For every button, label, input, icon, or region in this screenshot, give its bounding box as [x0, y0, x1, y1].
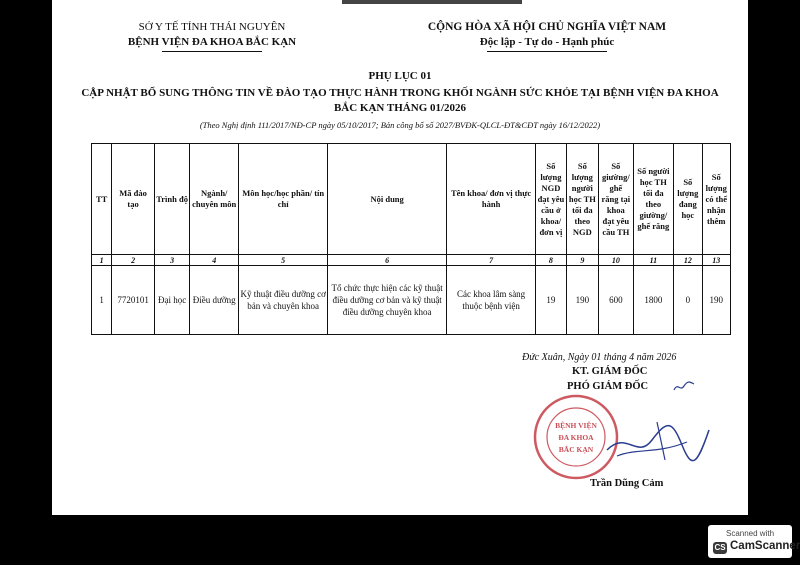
motto: Độc lập - Tự do - Hạnh phúc [479, 36, 615, 48]
col-number: 4 [190, 255, 239, 266]
col-header-subject: Môn học/học phần/ tín chỉ [239, 144, 328, 255]
col-number: 13 [702, 255, 730, 266]
col-header-studying: Số lượng đang học [674, 144, 702, 255]
col-header-can-add: Số lượng có thể nhận thêm [702, 144, 730, 255]
camscanner-brand: CamScanner [730, 540, 800, 552]
col-number: 7 [446, 255, 535, 266]
cell-level: Đại học [154, 266, 190, 335]
document-title: CẬP NHẬT BỔ SUNG THÔNG TIN VỀ ĐÀO TẠO THỰC HÀNH TRONG KHỐI NGÀNH SỨC KHỎE TẠI BỆNH VIỆN ĐA KHOA BẮC KẠN THÁNG 01/2026 [81, 87, 719, 114]
appendix-title: PHỤ LỤC 01 [368, 70, 432, 82]
col-header-ngd: Số lượng NGD đạt yêu cầu ở khoa/ đơn vị [536, 144, 566, 255]
camscanner-logo-icon: CS [714, 543, 726, 552]
col-number: 10 [599, 255, 633, 266]
svg-text:BẮC KẠN: BẮC KẠN [558, 445, 594, 454]
cell-tt: 1 [92, 266, 112, 335]
initials-mark [672, 378, 696, 394]
place-date: Đức Xuân, Ngày 01 tháng 4 năm 2026 [522, 352, 677, 363]
col-header-code: Mã đào tạo [112, 144, 155, 255]
col-number: 12 [674, 255, 702, 266]
col-header-max-ngd: Số lượng người học TH tối đa theo NGD [566, 144, 598, 255]
cell-major: Điều dưỡng [190, 266, 239, 335]
cell-subject: Kỹ thuật điều dưỡng cơ bản và chuyên khoa [239, 266, 328, 335]
signer-title-2: PHÓ GIÁM ĐỐC [567, 381, 649, 392]
cell-studying: 0 [674, 266, 702, 335]
col-number: 1 [92, 255, 112, 266]
col-header-beds: Số giường/ ghế răng tại khoa đạt yêu cầu TH [599, 144, 633, 255]
cell-max-ngd: 190 [566, 266, 598, 335]
col-number: 3 [154, 255, 190, 266]
col-header-unit: Tên khoa/ đơn vị thực hành [446, 144, 535, 255]
table-header-row [92, 144, 731, 255]
cell-can-add: 190 [702, 266, 730, 335]
col-number: 9 [566, 255, 598, 266]
header-organization [112, 20, 312, 52]
col-header-level: Trình độ [154, 144, 190, 255]
svg-text:ĐA KHOA: ĐA KHOA [558, 433, 594, 442]
handwritten-signature [597, 410, 717, 470]
camscanner-badge [708, 525, 800, 558]
org-top: SỞ Y TẾ TỈNH THÁI NGUYÊN [138, 21, 286, 33]
cell-content: Tổ chức thực hiện các kỹ thuật điều dưỡng cơ bản và kỹ thuật điều dưỡng chuyên khoa [328, 266, 447, 335]
org-name: BỆNH VIỆN ĐA KHOA BẮC KẠN [127, 36, 297, 48]
scanned-with-label: Scanned with [725, 529, 775, 538]
col-number: 8 [536, 255, 566, 266]
org-underline [162, 51, 262, 52]
training-table [91, 143, 731, 335]
cell-unit: Các khoa lâm sàng thuộc bệnh viện [446, 266, 535, 335]
country-name: CỘNG HÒA XÃ HỘI CHỦ NGHĨA VIỆT NAM [427, 21, 667, 33]
cell-ngd: 19 [536, 266, 566, 335]
signer-name: Trần Dũng Cảm [590, 478, 664, 489]
motto-underline [487, 51, 607, 52]
col-number: 11 [633, 255, 674, 266]
col-header-content: Nội dung [328, 144, 447, 255]
table-row [92, 266, 731, 335]
header-national [382, 20, 712, 52]
svg-text:BỆNH VIỆN: BỆNH VIỆN [555, 421, 597, 430]
top-scan-strip [342, 0, 522, 4]
col-number: 5 [239, 255, 328, 266]
signer-title-1: KT. GIÁM ĐỐC [572, 366, 648, 377]
table-number-row [92, 255, 731, 266]
col-header-max-beds: Số người học TH tối đa theo giường/ ghế răng [633, 144, 674, 255]
col-number: 2 [112, 255, 155, 266]
col-header-major: Ngành/ chuyên môn [190, 144, 239, 255]
cell-max-beds: 1800 [633, 266, 674, 335]
cell-beds: 600 [599, 266, 633, 335]
document-page [52, 0, 748, 515]
cell-code: 7720101 [112, 266, 155, 335]
col-header-tt: TT [92, 144, 112, 255]
col-number: 6 [328, 255, 447, 266]
legal-reference: (Theo Nghị định 111/2017/NĐ-CP ngày 05/10/2017; Bản công bố số 2027/BVĐK-QLCL-ĐT&CĐT ngày 16/12/2022) [199, 120, 601, 130]
